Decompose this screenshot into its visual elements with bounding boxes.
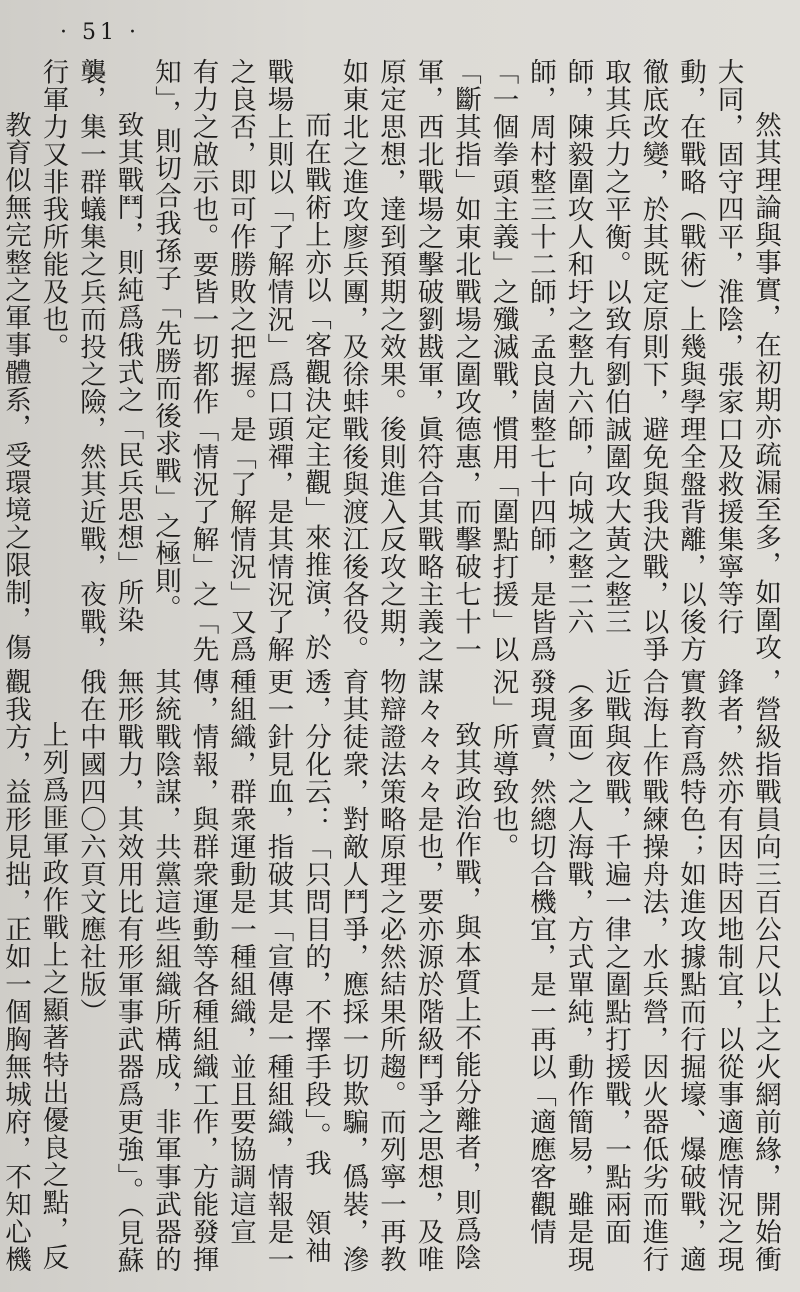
paragraph: 而在戰術上亦以「客觀決定主觀」來推演，於戰場上則以「了解情況」爲口頭禪，是其情況了解之良否，即可作勝敗之把握。是「了解情況」又爲有力之啟示也。要皆一切都作「情況了解」之「先知」，則切合我孫子「先勝而後求戰」之極則。 [150,58,331,663]
paragraph: 上列爲匪軍政作戰上之顯著特出優良之點，反觀我方，益形見拙，正如一個胸無城府，不知心機 [0,668,69,1273]
lower-text-block [0,668,784,1280]
paragraph: ，營級指戰員向三百公尺以上之火網前緣，開始衝鋒者，然亦有因時因地制宜，以從事適應情況之現實教育爲特色；如進攻據點而行掘壕、爆破戰，適合海上作戰練操舟法，水兵營，因火器低劣而進行近戰與夜戰，千遍一律之圍點打援戰，一點兩面（多面）之人海戰，方式單純，動作簡易，雖是現發現賣，然總切合機宜，是一再以「適應客觀情況」所導致也。 [487,668,781,1273]
paragraph: 致其政治作戰，與本質上不能分離者，則爲陰謀々々々々是也，要亦源於階級鬥爭之思想，及唯物辯證法策略原理之必然結果所趨。而列寧一再教育其徒衆，對敵人鬥爭，應採一切欺騙，僞裝，滲透，分化云：「只問目的，不擇手段」。我 領袖更一針見血，指破其「宣傳是一種組織，情報是一種組織，群衆運動是一種組織，並且要協調這宣傳，情報，與群衆運動等各種組織工作，方能發揮其統戰陰謀，共黨這些組織所構成，非軍事武器的無形戰力，其效用比有形軍事武器爲更強」。（見蘇俄在中國四〇六頁文應社版） [75,668,481,1274]
paragraph: 致其戰鬥，則純爲俄式之「民兵思想」所染襲，集一群蟻集之兵而投之險，然其近戰，夜戰，行軍力又非我所能及也。 [37,58,144,663]
paragraph: 然其理論與事實，在初期亦疏漏至多，如圍攻大同，固守四平，淮陰，張家口及救援集寧等行動，在戰略（戰術）上幾與學理全盤背離，以後方徹底改變，於其既定原則下，避免與我決戰，以爭取其兵力之平衡。以致有劉伯誠圍攻大黃之整三師，陳毅圍攻人和圩之整九六師，向城之整二六師，周村整三十二師，孟良崮整七十四師，是皆爲「一個拳頭主義」之殲滅戰，慣用「圍點打援」以「斷其指」如東北戰場之圍攻德惠，而擊破七十一軍，西北戰場之擊破劉戡軍，眞符合其戰略主義之原定思想，達到預期之效果。後則進入反攻之期，如東北之進攻廖兵團，及徐蚌戰後與渡江後各役。 [337,58,781,663]
upper-text-block [0,58,784,670]
page-number: · 51 · [60,20,140,45]
paragraph: 教育似無完整之軍事體系，受環境之限制，傷 [0,111,31,661]
